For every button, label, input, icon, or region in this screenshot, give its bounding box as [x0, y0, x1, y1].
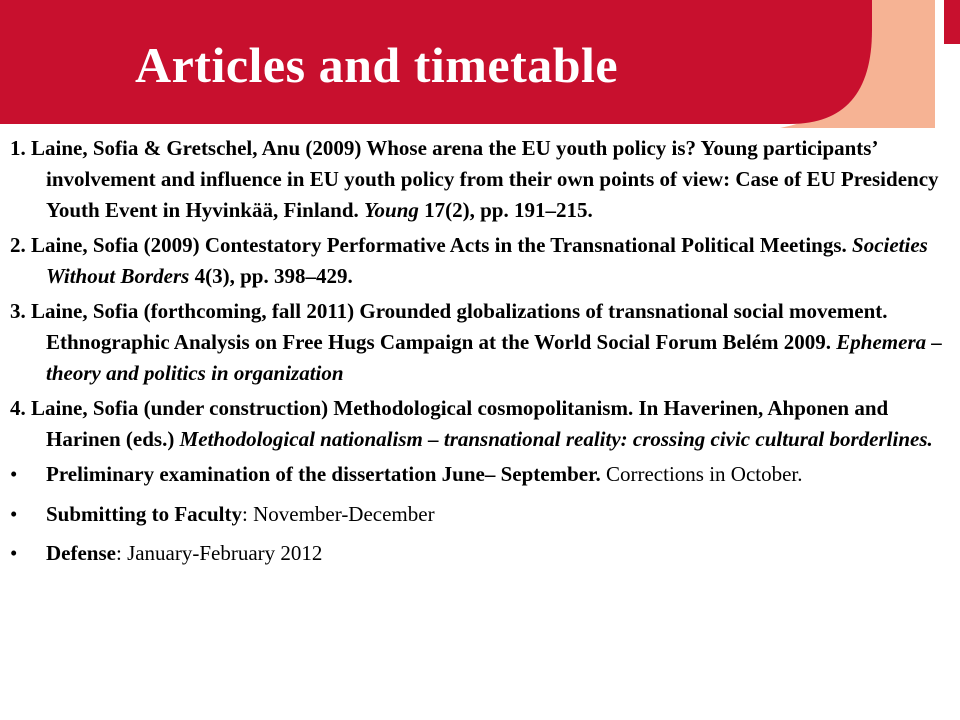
article-citation: Laine, Sofia (2009) Contestatory Performative Acts in the Transnational Political Meetings. [31, 233, 847, 257]
article-number: 1. [10, 136, 26, 160]
timetable-label: Defense [46, 541, 116, 565]
timetable-label: Preliminary examination of the dissertation June– September. [46, 462, 601, 486]
article-item-1 [10, 133, 950, 226]
banner-right-bar [944, 0, 960, 44]
timetable-detail: : January-February 2012 [115, 541, 323, 565]
slide-content [10, 133, 950, 573]
bullet-icon: • [10, 502, 18, 526]
article-item-2 [10, 230, 950, 292]
article-citation: Laine, Sofia (forthcoming, fall 2011) Grounded globalizations of transnational social movement. Ethnographic Analysis on Free Hugs Campaign at the World Social Forum Belém 2009. [31, 299, 888, 354]
article-journal: Methodological nationalism – transnational reality: crossing civic cultural borderlines. [179, 427, 933, 451]
timetable-label: Submitting to Faculty [46, 502, 243, 526]
article-journal: Ephemera – theory and politics in organization [46, 330, 942, 385]
article-number: 2. [10, 233, 26, 257]
article-journal: Young [364, 198, 419, 222]
article-item-4 [10, 393, 950, 455]
timetable-item-examination [10, 459, 950, 490]
bullet-icon: • [10, 541, 18, 565]
article-number: 3. [10, 299, 26, 323]
article-journal: Societies Without Borders [46, 233, 928, 288]
bullet-icon: • [10, 462, 18, 486]
page-title: Articles and timetable [135, 37, 619, 93]
article-number: 4. [10, 396, 26, 420]
timetable-detail: : November-December [242, 502, 435, 526]
article-pages: 17(2), pp. 191–215. [424, 198, 593, 222]
timetable-item-defense [10, 538, 950, 569]
timetable-detail: Corrections in October. [600, 462, 803, 486]
article-citation: Laine, Sofia & Gretschel, Anu (2009) Whose arena the EU youth policy is? Young participants’ involvement and influence in EU youth policy from their own points of view: Case of EU Presidency Youth Event in Hyvinkää, Finland. [31, 136, 939, 222]
timetable-item-submitting [10, 499, 950, 530]
article-pages: 4(3), pp. 398–429. [194, 264, 353, 288]
article-citation: Laine, Sofia (under construction) Methodological cosmopolitanism. In Haverinen, Ahponen and Harinen (eds.) [31, 396, 889, 451]
article-item-3 [10, 296, 950, 389]
